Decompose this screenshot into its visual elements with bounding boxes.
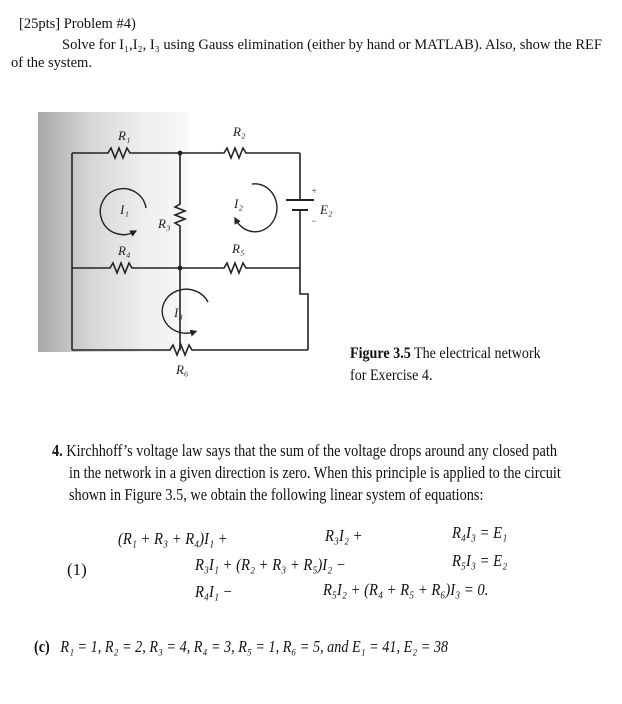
problem-instruction-cont: of the system. (11, 55, 92, 71)
figure-caption-text: The electrical network (414, 345, 541, 362)
label-i1: I₁ (120, 202, 129, 217)
label-r3: R₃ (158, 216, 171, 231)
exercise-text-1: Kirchhoff’s voltage law says that the sum of the voltage drops around any closed path (66, 441, 557, 460)
label-i3: I₃ (174, 305, 183, 320)
label-r4: R₄ (118, 243, 131, 258)
figure-number: Figure 3.5 (350, 345, 411, 362)
label-r5: R₅ (232, 241, 245, 256)
eq-row1-term3: R₄I₃ = E₁ (452, 523, 508, 542)
eq-row2-term1: R₃I₁ + (R₂ + R₃ + R₅)I₂ − (195, 555, 346, 574)
circuit-diagram (38, 112, 338, 384)
label-r2: R₂ (233, 124, 246, 139)
part-c-label: (c) (34, 637, 50, 656)
equation-number: (1) (67, 560, 87, 579)
label-r1: R₁ (118, 128, 131, 143)
part-c-values: R₁ = 1, R₂ = 2, R₃ = 4, R₄ = 3, R₅ = 1, R₆ = 5, and E₁ = 41, E₂ = 38 (60, 637, 449, 656)
eq-row2-term3: R₅I₃ = E₂ (452, 551, 508, 570)
label-e2: E₂ (320, 202, 333, 217)
exercise-number: 4. (52, 441, 63, 460)
eq-row3-term1: R₄I₁ − (195, 582, 233, 601)
eq-row3-term2: R₅I₂ + (R₄ + R₅ + R₆)I₃ = 0. (323, 580, 489, 599)
problem-heading: [25pts] Problem #4) (19, 16, 136, 32)
battery-minus: − (311, 216, 318, 226)
exercise-line-1 (52, 441, 557, 461)
label-r6: R₆ (176, 362, 189, 377)
label-i2: I₂ (234, 196, 243, 211)
figure-caption (350, 345, 541, 363)
problem-instruction: Solve for I₁,I₂, I₃ using Gauss elimination (either by hand or MATLAB). Also, show the REF (62, 37, 602, 53)
exercise-line-3: shown in Figure 3.5, we obtain the following linear system of equations: (69, 485, 484, 504)
figure-caption-line2: for Exercise 4. (350, 367, 433, 384)
eq-row1-term2: R₃I₂ + (325, 526, 363, 545)
exercise-line-2: in the network in a given direction is zero. When this principle is applied to the circuit (69, 463, 561, 482)
battery-plus: + (311, 186, 318, 196)
part-c (34, 637, 448, 657)
eq-row1-term1: (R₁ + R₃ + R₄)I₁ + (118, 529, 228, 548)
